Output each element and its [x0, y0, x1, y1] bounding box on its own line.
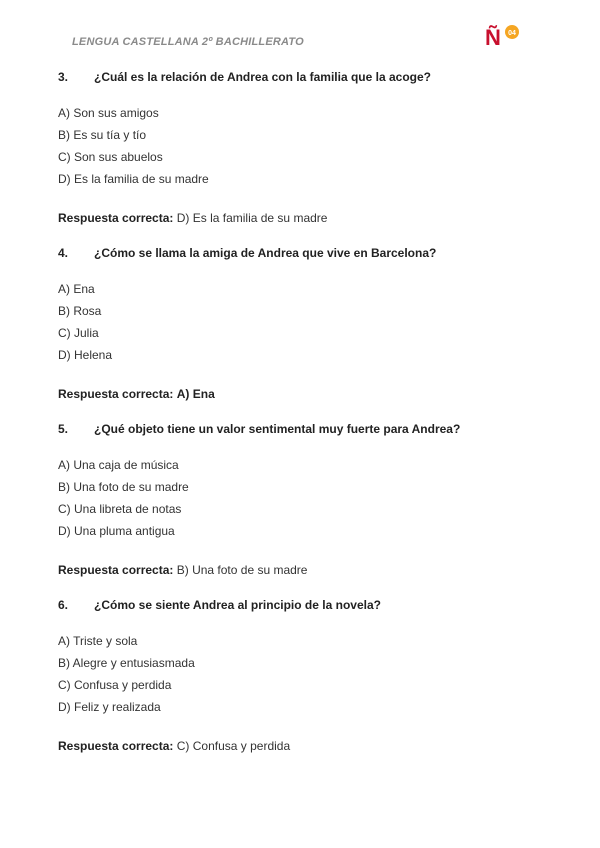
option: D) Feliz y realizada	[58, 700, 161, 714]
question-block	[58, 422, 558, 598]
option: A) Son sus amigos	[58, 106, 159, 120]
options-list	[58, 454, 558, 542]
option: B) Una foto de su madre	[58, 480, 189, 494]
logo-badge: 04	[508, 30, 516, 37]
correct-answer	[58, 387, 558, 401]
page-header: LENGUA CASTELLANA 2º BACHILLERATO	[72, 36, 304, 48]
question-text: ¿Qué objeto tiene un valor sentimental muy fuerte para Andrea?	[94, 422, 461, 436]
question-title	[58, 598, 558, 612]
option: D) Una pluma antigua	[58, 524, 175, 538]
option: B) Es su tía y tío	[58, 128, 147, 142]
options-list	[58, 102, 558, 190]
question-number: 6.	[58, 598, 69, 612]
option: D) Helena	[58, 348, 113, 362]
correct-answer	[58, 563, 558, 577]
question-number: 4.	[58, 246, 69, 260]
answer-label: Respuesta correcta:	[58, 387, 174, 401]
answer-label: Respuesta correcta:	[58, 739, 174, 753]
question-number: 5.	[58, 422, 69, 436]
options-list	[58, 278, 558, 366]
question-text: ¿Cómo se llama la amiga de Andrea que vive en Barcelona?	[94, 246, 437, 260]
answer-value: D) Es la familia de su madre	[176, 211, 328, 225]
correct-answer	[58, 739, 558, 753]
answer-value: A) Ena	[176, 387, 215, 401]
answer-value: B) Una foto de su madre	[176, 563, 308, 577]
option: A) Triste y sola	[58, 634, 138, 648]
options-list	[58, 630, 558, 718]
option: B) Rosa	[58, 304, 102, 318]
logo	[482, 22, 522, 48]
option: C) Una libreta de notas	[58, 502, 182, 516]
option: D) Es la familia de su madre	[58, 172, 209, 186]
question-block	[58, 598, 558, 774]
option: B) Alegre y entusiasmada	[58, 656, 195, 670]
answer-value: C) Confusa y perdida	[176, 739, 291, 753]
option: A) Una caja de música	[58, 458, 179, 472]
option: C) Julia	[58, 326, 99, 340]
question-title	[58, 70, 558, 84]
answer-label: Respuesta correcta:	[58, 563, 174, 577]
question-text: ¿Cuál es la relación de Andrea con la familia que la acoge?	[94, 70, 431, 84]
answer-label: Respuesta correcta:	[58, 211, 174, 225]
quiz-content	[58, 70, 558, 774]
question-number: 3.	[58, 70, 69, 84]
question-title	[58, 422, 558, 436]
option: C) Son sus abuelos	[58, 150, 163, 164]
option: A) Ena	[58, 282, 95, 296]
logo-letter: Ñ	[485, 25, 501, 48]
question-block	[58, 246, 558, 422]
question-block	[58, 70, 558, 246]
question-title	[58, 246, 558, 260]
option: C) Confusa y perdida	[58, 678, 172, 692]
correct-answer	[58, 211, 558, 225]
question-text: ¿Cómo se siente Andrea al principio de la novela?	[94, 598, 381, 612]
